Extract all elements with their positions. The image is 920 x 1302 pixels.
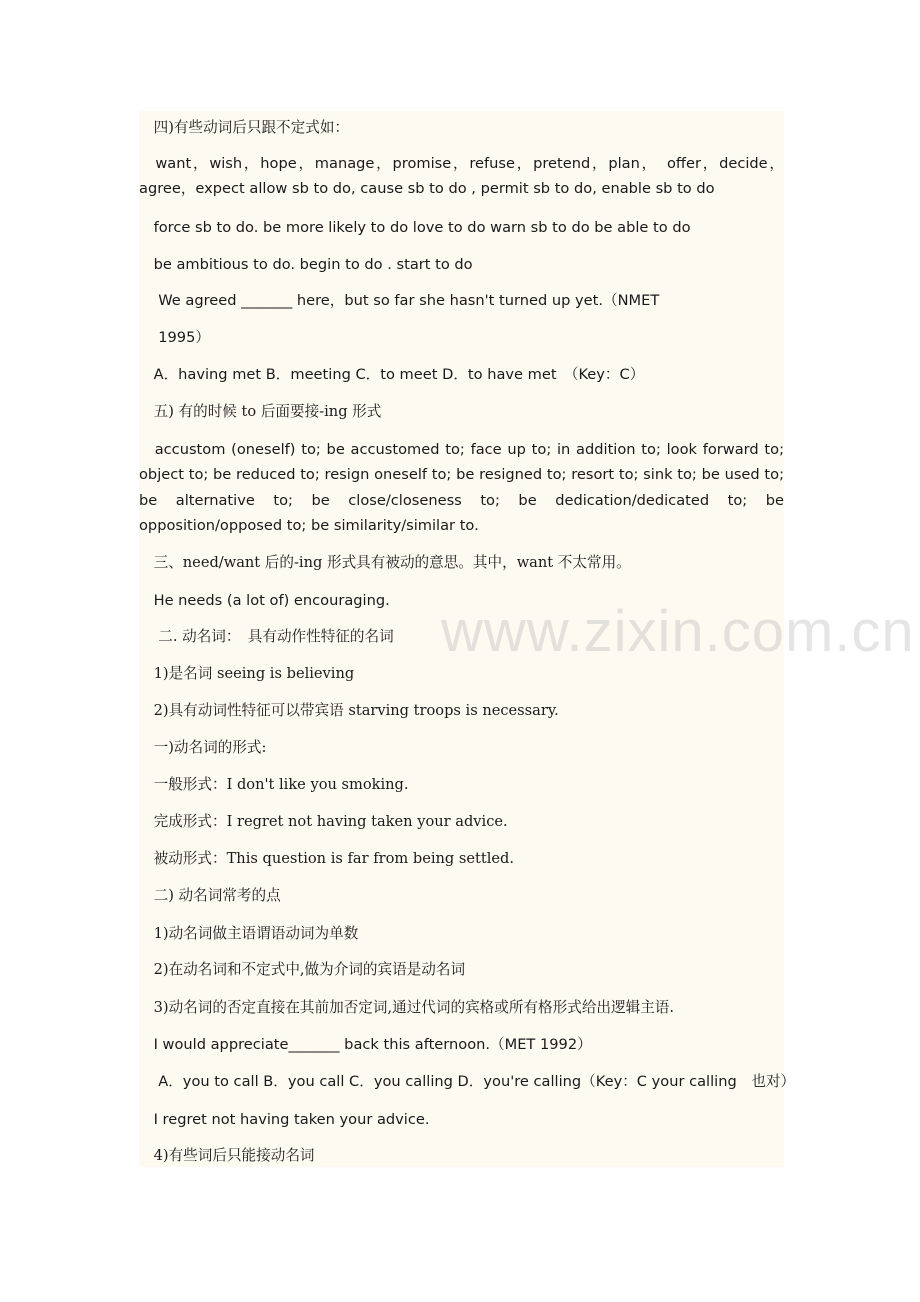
list-item: 1)是名词 seeing is believing: [139, 665, 355, 682]
exercise-question: I would appreciate_______ back this afternoon.（MET 1992）: [139, 1036, 592, 1053]
heading-gerund-test-points: 二) 动名词常考的点: [139, 887, 281, 904]
gerund-form-perfect: 完成形式：I regret not having taken your advice.: [139, 813, 508, 830]
exercise-options: A．having met B．meeting C．to meet D．to have met （Key：C）: [139, 366, 645, 383]
exercise-question: We agreed _______ here，but so far she hasn't turned up yet.（NMET: [139, 292, 660, 309]
heading-infinitive-only-verbs: 四)有些动词后只跟不定式如：: [139, 119, 350, 136]
paragraph-to-plus-ing-list: accustom (oneself) to; be accustomed to; face up to; in addition to; look forward to; object to; be reduced to; resign oneself to; be resigned to; resort to; sink to; be used to; be alternative to; be close/closeness to; be dedication/dedicated to; be opposition/opposed to; be similarity/similar to.: [139, 441, 784, 534]
paragraph-line: be ambitious to do. begin to do . start to do: [139, 256, 473, 273]
list-item: 3)动名词的否定直接在其前加否定词,通过代词的宾格或所有格形式给出逻辑主语.: [139, 999, 675, 1016]
watermark: www.zixin.com.cn: [441, 599, 915, 664]
list-item: 1)动名词做主语谓语动词为单数: [139, 925, 359, 942]
list-item: 2)在动名词和不定式中,做为介词的宾语是动名词: [139, 961, 466, 978]
paragraph-need-want-passive: 三、need/want 后的-ing 形式具有被动的意思。其中，want 不太常用。: [139, 554, 631, 571]
exercise-source-year: 1995）: [139, 329, 210, 346]
list-item: 2)具有动词性特征可以带宾语 starving troops is necessary.: [139, 702, 559, 719]
paragraph-line: force sb to do. be more likely to do love to do warn sb to do be able to do: [139, 219, 691, 236]
example-sentence: He needs (a lot of) encouraging.: [139, 592, 390, 609]
gerund-form-passive: 被动形式：This question is far from being settled.: [139, 850, 515, 867]
heading-to-plus-ing: 五) 有的时候 to 后面要接-ing 形式: [139, 403, 382, 420]
list-item: 4)有些词后只能接动名词: [139, 1147, 315, 1164]
heading-gerund-forms: 一)动名词的形式:: [139, 739, 267, 756]
exercise-options: A．you to call B．you call C．you calling D．you're calling（Key：C your calling 也对）: [139, 1073, 796, 1090]
example-sentence: I regret not having taken your advice.: [139, 1111, 430, 1128]
paragraph-infinitive-verb-list: want，wish，hope，manage，promise，refuse，pretend，plan， offer，decide，agree，expect allow sb to do, cause sb to do , permit sb to do, enable sb to do: [139, 155, 784, 198]
heading-gerund: 二. 动名词： 具有动作性特征的名词: [139, 628, 394, 645]
gerund-form-simple: 一般形式：I don't like you smoking.: [139, 776, 409, 793]
